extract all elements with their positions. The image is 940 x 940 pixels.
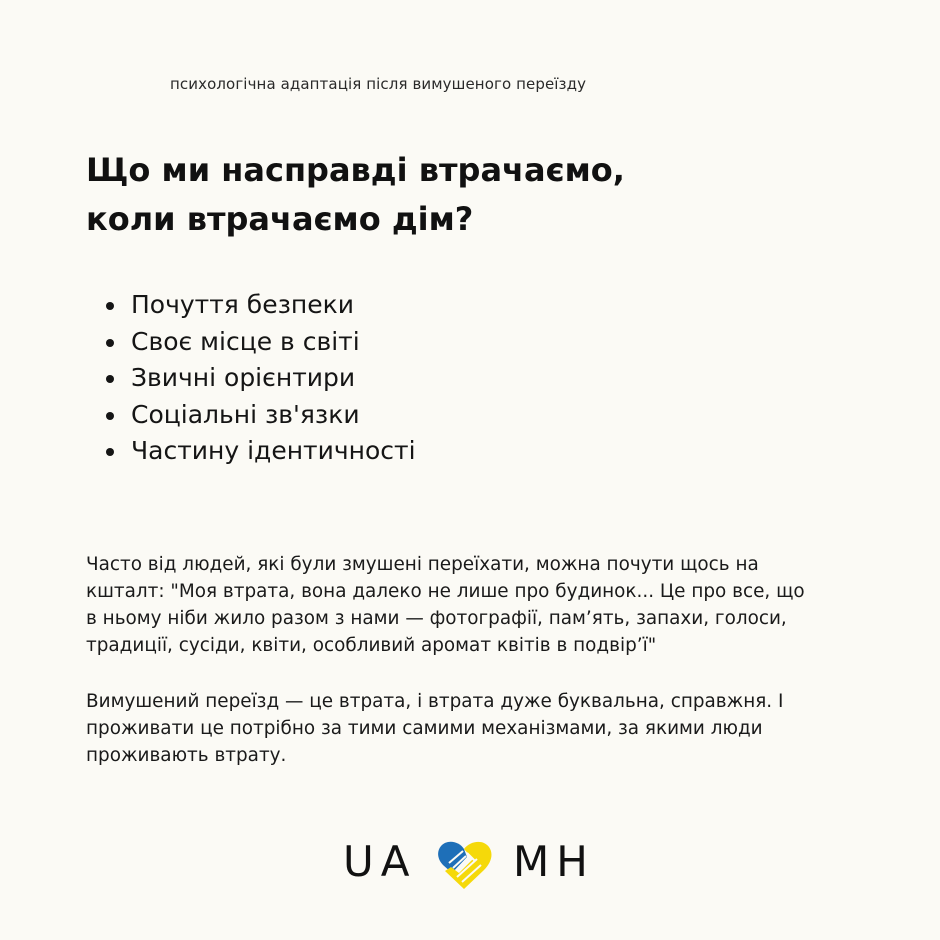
losses-list: [86, 287, 416, 470]
bullet-icon: [106, 375, 114, 383]
paragraph-line: кшталт: "Моя втрата, вона далеко не лише про будинок... Це про все, що: [86, 581, 805, 602]
paragraph-line: традиції, сусіди, квіти, особливий аромат квітів в подвір’ї": [86, 635, 657, 656]
paragraph-line: проживають втрату.: [86, 745, 287, 766]
quote-paragraph: [86, 551, 876, 659]
paragraph-line: Часто від людей, які були змушені переїхати, можна почути щось на: [86, 554, 759, 575]
bullet-icon: [106, 339, 114, 347]
title-line-1: Що ми насправді втрачаємо,: [86, 151, 625, 189]
list-item-text: Частину ідентичності: [131, 436, 416, 465]
list-item-text: Своє місце в світі: [131, 326, 360, 356]
page-title: [86, 146, 625, 244]
list-item-text: Звичні орієнтири: [131, 363, 356, 392]
list-item: [86, 433, 416, 470]
paragraph-line: Вимушений переїзд — це втрата, і втрата дуже буквальна, справжня. І: [86, 691, 784, 712]
list-item: [86, 397, 416, 434]
list-item: [86, 324, 416, 361]
list-item: [86, 287, 416, 324]
paragraph-line: в ньому ніби жило разом з нами — фотографії, пам’ять, запахи, голоси,: [86, 608, 787, 629]
paragraph-line: проживати це потрібно за тими самими механізмами, за якими люди: [86, 718, 763, 739]
bullet-icon: [106, 448, 114, 456]
logo-text-ua: UA: [343, 837, 417, 886]
list-item-text: Соціальні зв'язки: [131, 399, 360, 429]
logo-text-mh: MH: [513, 837, 595, 886]
list-item-text: Почуття безпеки: [131, 290, 354, 319]
bullet-icon: [106, 412, 114, 420]
list-item: [86, 360, 416, 397]
bullet-icon: [106, 302, 114, 310]
page-subtitle: психологічна адаптація після вимушеного переїзду: [170, 75, 587, 93]
heart-hands-icon: [437, 839, 493, 891]
conclusion-paragraph: [86, 688, 876, 769]
title-line-2: коли втрачаємо дім?: [86, 200, 474, 238]
ua-mh-logo: [343, 833, 603, 893]
